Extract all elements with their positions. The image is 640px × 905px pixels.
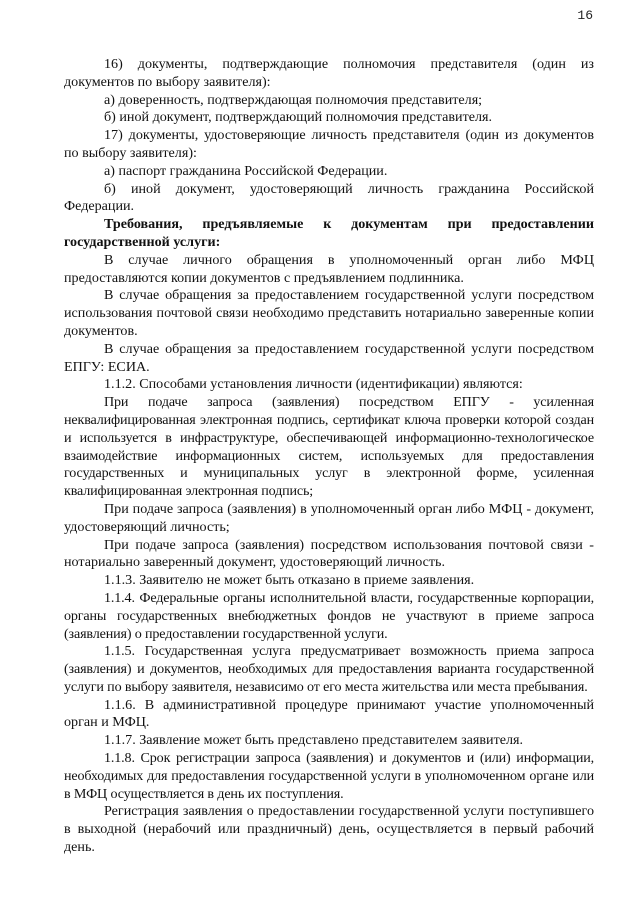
section-heading-requirements: Требования, предъявляемые к документам при предоставлении государственной услуги:	[64, 216, 594, 250]
paragraph-postal-appeal: В случае обращения за предоставлением государственной услуги посредством использования почтовой связи необходимо представить нотариально заверенные копии документов.	[64, 287, 594, 339]
paragraph-item-16b: б) иной документ, подтверждающий полномочия представителя.	[104, 109, 493, 126]
paragraph-item-17a: а) паспорт гражданина Российской Федерации.	[104, 162, 388, 179]
paragraph-office-identity: При подаче запроса (заявления) в уполномоченный орган либо МФЦ - документ, удостоверяющий личность;	[64, 500, 594, 535]
paragraph-1-1-6: 1.1.6. В административной процедуре принимают участие уполномоченный орган и МФЦ.	[64, 696, 594, 731]
paragraph-item-16a: а) доверенность, подтверждающая полномочия представителя;	[104, 91, 483, 108]
paragraph-postal-identity: При подаче запроса (заявления) посредством использования почтовой связи - нотариально заверенный документ, удостоверяющий личность.	[64, 536, 594, 571]
paragraph-1-1-7: 1.1.7. Заявление может быть представлено представителем заявителя.	[104, 732, 524, 749]
paragraph-1-1-5: 1.1.5. Государственная услуга предусматривает возможность приема запроса (заявления) и документов, необходимых для предоставления варианта государственной услуги по выбору заявителя, независимо от его места жительства или места пребывания.	[64, 643, 594, 695]
document-body	[64, 56, 594, 857]
paragraph-item-17: 17) документы, удостоверяющие личность представителя (один из документов по выбору заявителя):	[64, 127, 594, 161]
paragraph-item-17b: б) иной документ, удостоверяющий личность гражданина Российской Федерации.	[64, 180, 594, 215]
paragraph-registration-weekend: Регистрация заявления о предоставлении государственной услуги поступившего в выходной (нерабочий или праздничный) день, осуществляется в первый рабочий день.	[64, 803, 594, 856]
paragraph-1-1-3: 1.1.3. Заявителю не может быть отказано в приеме заявления.	[104, 572, 475, 589]
paragraph-1-1-2: 1.1.2. Способами установления личности (идентификации) являются:	[104, 376, 523, 393]
page-number: 16	[577, 8, 593, 23]
paragraph-1-1-4: 1.1.4. Федеральные органы исполнительной власти, государственные корпорации, органы государственных внебюджетных фондов не участвуют в приеме запроса (заявления) о предоставлении государственной услуги.	[64, 589, 594, 642]
paragraph-epgu-signature: При подаче запроса (заявления) посредством ЕПГУ - усиленная неквалифицированная электронная подпись, сертификат ключа проверки которой создан и используется в инфраструктуре, обеспечивающей информационно-технологическое взаимодействие информационных систем, используемых для предоставления государственных и муниципальных услуг в электронной форме, усиленная квалифицированная электронная подпись;	[64, 394, 594, 500]
paragraph-epgu-appeal: В случае обращения за предоставлением государственной услуги посредством ЕПГУ: ЕСИА.	[64, 340, 594, 375]
paragraph-personal-appeal: В случае личного обращения в уполномоченный орган либо МФЦ предоставляются копии документов с предъявлением подлинника.	[64, 251, 594, 286]
paragraph-item-16: 16) документы, подтверждающие полномочия представителя (один из документов по выбору заявителя):	[64, 56, 594, 90]
paragraph-1-1-8: 1.1.8. Срок регистрации запроса (заявления) и документов и (или) информации, необходимых для предоставления государственной услуги в уполномоченном органе или в МФЦ осуществляется в день их поступления.	[64, 750, 594, 802]
